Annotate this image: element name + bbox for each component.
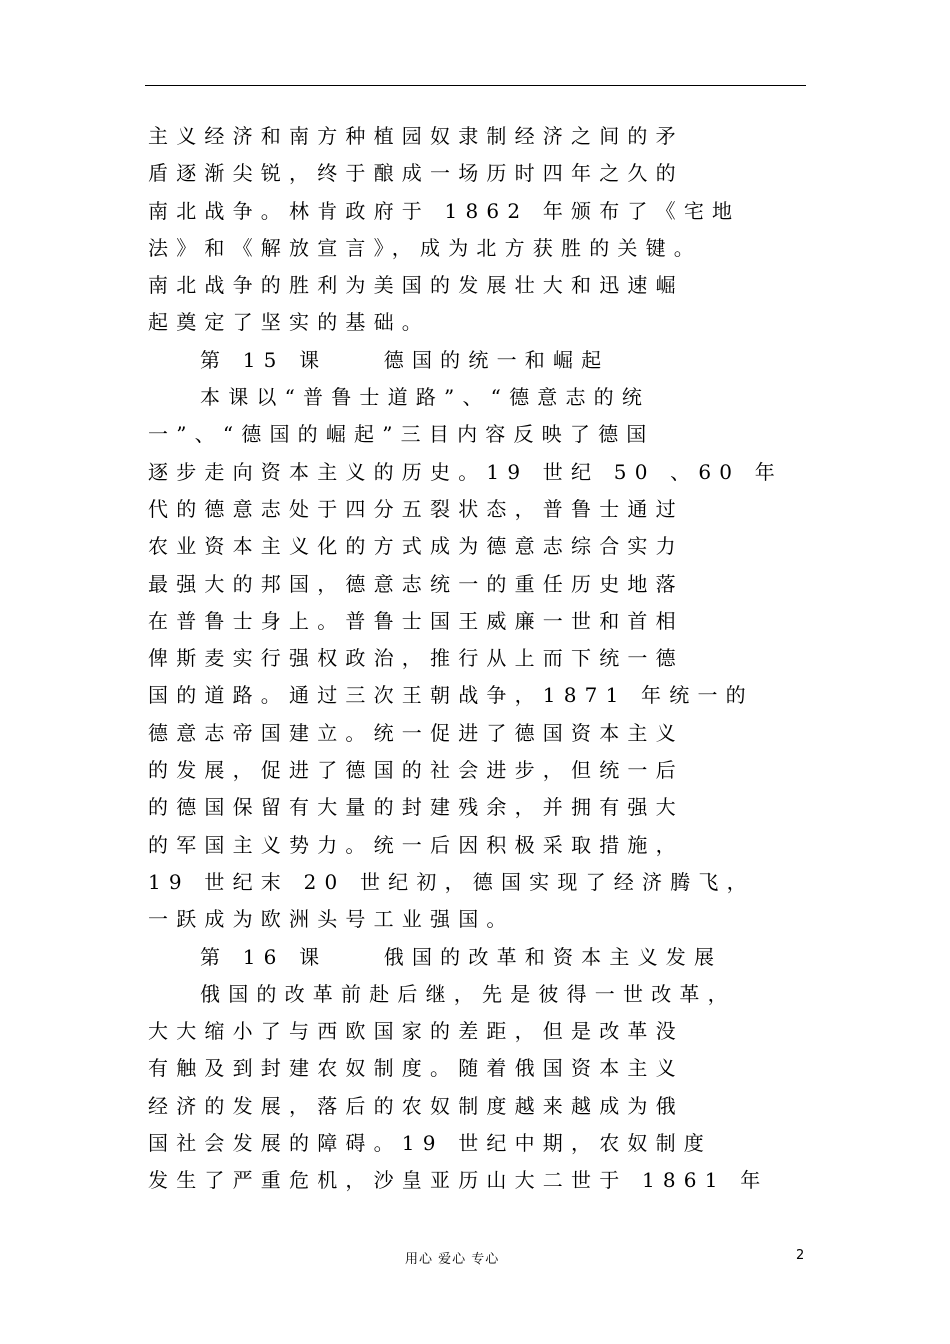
text-line: 19 世纪末 20 世纪初，德国实现了经济腾飞， <box>148 869 755 894</box>
text-line: 经济的发展，落后的农奴制度越来越成为俄 <box>148 1093 684 1118</box>
text-line: 的德国保留有大量的封建残余，并拥有强大 <box>148 795 684 820</box>
text-line: 俄国的改革前赴后继，先是彼得一世改革， <box>200 981 736 1006</box>
text-line: 国的道路。通过三次王朝战争，1871 年统一的 <box>148 683 754 708</box>
text-line: 逐步走向资本主义的历史。19 世纪 50 、60 年 <box>148 459 783 484</box>
text-line: 发生了严重危机，沙皇亚历山大二世于 1861 年 <box>148 1168 769 1193</box>
footer-motto: 用心 爱心 专心 <box>405 1252 500 1267</box>
text-line: 法》和《解放宣言》，成为北方获胜的关键。 <box>148 235 702 260</box>
header-rule <box>145 85 806 86</box>
text-line: 南北战争的胜利为美国的发展壮大和迅速崛 <box>148 273 684 298</box>
text-line: 农业资本主义化的方式成为德意志综合实力 <box>148 534 684 559</box>
text-line: 有触及到封建农奴制度。随着俄国资本主义 <box>148 1056 684 1081</box>
text-line: 国社会发展的障碍。19 世纪中期，农奴制度 <box>148 1131 713 1156</box>
text-line: 盾逐渐尖锐，终于酿成一场历时四年之久的 <box>148 161 684 186</box>
text-line: 南北战争。林肯政府于 1862 年颁布了《宅地 <box>148 198 741 223</box>
text-line: 代的德意志处于四分五裂状态，普鲁士通过 <box>148 496 684 521</box>
lesson-15-heading: 第 15 课 德国的统一和崛起 <box>200 347 610 372</box>
text-line: 德意志帝国建立。统一促进了德国资本主义 <box>148 720 684 745</box>
text-line: 的发展，促进了德国的社会进步，但统一后 <box>148 758 684 783</box>
text-line: 最强大的邦国，德意志统一的重任历史地落 <box>148 571 684 596</box>
text-line: 一跃成为欧洲头号工业强国。 <box>148 907 515 932</box>
text-line: 本课以“普鲁士道路”、“德意志的统 <box>200 385 651 410</box>
body-text <box>148 118 828 1200</box>
text-line: 主义经济和南方种植园奴隶制经济之间的矛 <box>148 124 684 148</box>
text-line: 在普鲁士身上。普鲁士国王威廉一世和首相 <box>148 608 684 633</box>
text-line: 大大缩小了与西欧国家的差距，但是改革没 <box>148 1019 684 1044</box>
page-number: 2 <box>796 1248 805 1263</box>
lesson-16-heading: 第 16 课 俄国的改革和资本主义发展 <box>200 944 723 969</box>
text-line: 起奠定了坚实的基础。 <box>148 310 430 335</box>
text-line: 一”、“德国的崛起”三目内容反映了德国 <box>148 422 655 447</box>
text-line: 俾斯麦实行强权政治，推行从上而下统一德 <box>148 646 684 671</box>
text-line: 的军国主义势力。统一后因积极采取措施， <box>148 832 684 857</box>
